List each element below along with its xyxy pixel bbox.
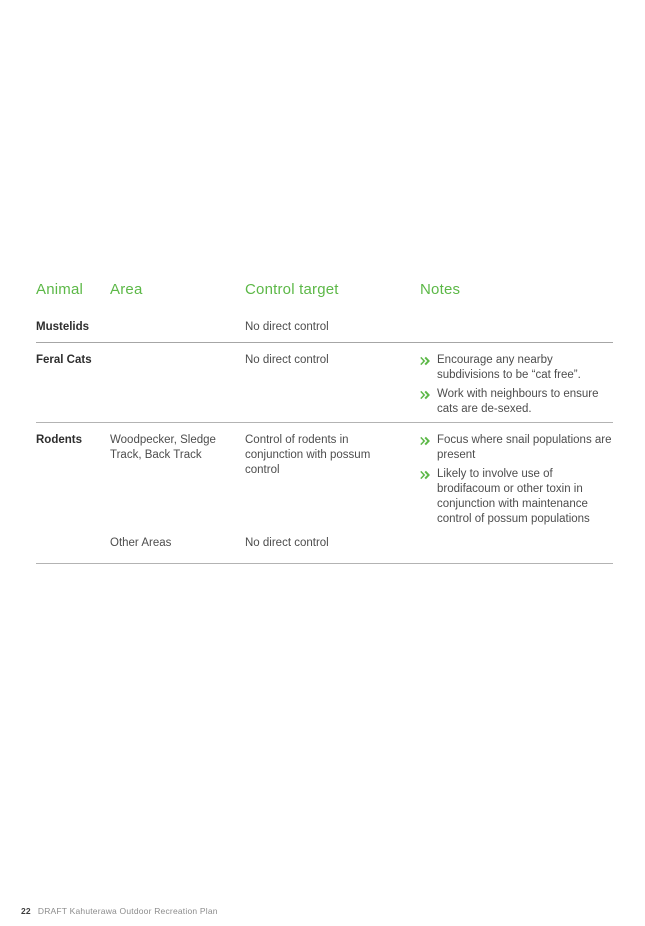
page-footer (21, 906, 218, 916)
notes-cell (420, 536, 613, 551)
table-row-rodents-other-areas (36, 527, 613, 564)
note-item (420, 433, 613, 463)
control-target-cell: No direct control (245, 354, 329, 366)
note-text: Likely to involve use of brodifacoum or other toxin in conjunction with maintenance control of possum populations (437, 468, 590, 525)
double-chevron-bullet-icon (420, 356, 431, 366)
note-text: Focus where snail populations are present (437, 434, 612, 461)
note-item (420, 353, 613, 383)
document-title: DRAFT Kahuterawa Outdoor Recreation Plan (37, 906, 218, 916)
control-target-cell: No direct control (245, 321, 329, 333)
animal-cell: Mustelids (36, 321, 90, 333)
pest-control-table (36, 281, 613, 564)
column-header-control-target: Control target (245, 281, 339, 298)
note-text: Encourage any nearby subdivisions to be “cat free”. (437, 354, 581, 381)
table-row-feral-cats (36, 343, 613, 423)
note-text: Work with neighbours to ensure cats are de-sexed. (437, 388, 599, 415)
table-header-row (36, 281, 613, 299)
notes-cell (420, 320, 613, 335)
animal-cell: Feral Cats (36, 354, 92, 366)
note-item (420, 387, 613, 417)
animal-cell: Rodents (36, 434, 82, 446)
double-chevron-bullet-icon (420, 470, 431, 480)
area-cell: Woodpecker, Sledge Track, Back Track (110, 434, 216, 461)
column-header-animal: Animal (36, 281, 84, 298)
control-target-cell: Control of rodents in conjunction with possum control (245, 434, 371, 476)
note-item (420, 467, 613, 527)
area-cell (110, 353, 245, 417)
area-cell (110, 320, 245, 335)
column-header-notes: Notes (420, 281, 461, 298)
column-header-area: Area (110, 281, 143, 298)
control-target-cell: No direct control (245, 537, 329, 549)
notes-cell (420, 433, 613, 527)
notes-cell (420, 353, 613, 417)
double-chevron-bullet-icon (420, 436, 431, 446)
area-cell: Other Areas (110, 537, 172, 549)
double-chevron-bullet-icon (420, 390, 431, 400)
page-number: 22 (21, 906, 31, 916)
table-row-mustelids (36, 320, 613, 343)
animal-cell (36, 536, 110, 551)
table-row-rodents (36, 423, 613, 527)
